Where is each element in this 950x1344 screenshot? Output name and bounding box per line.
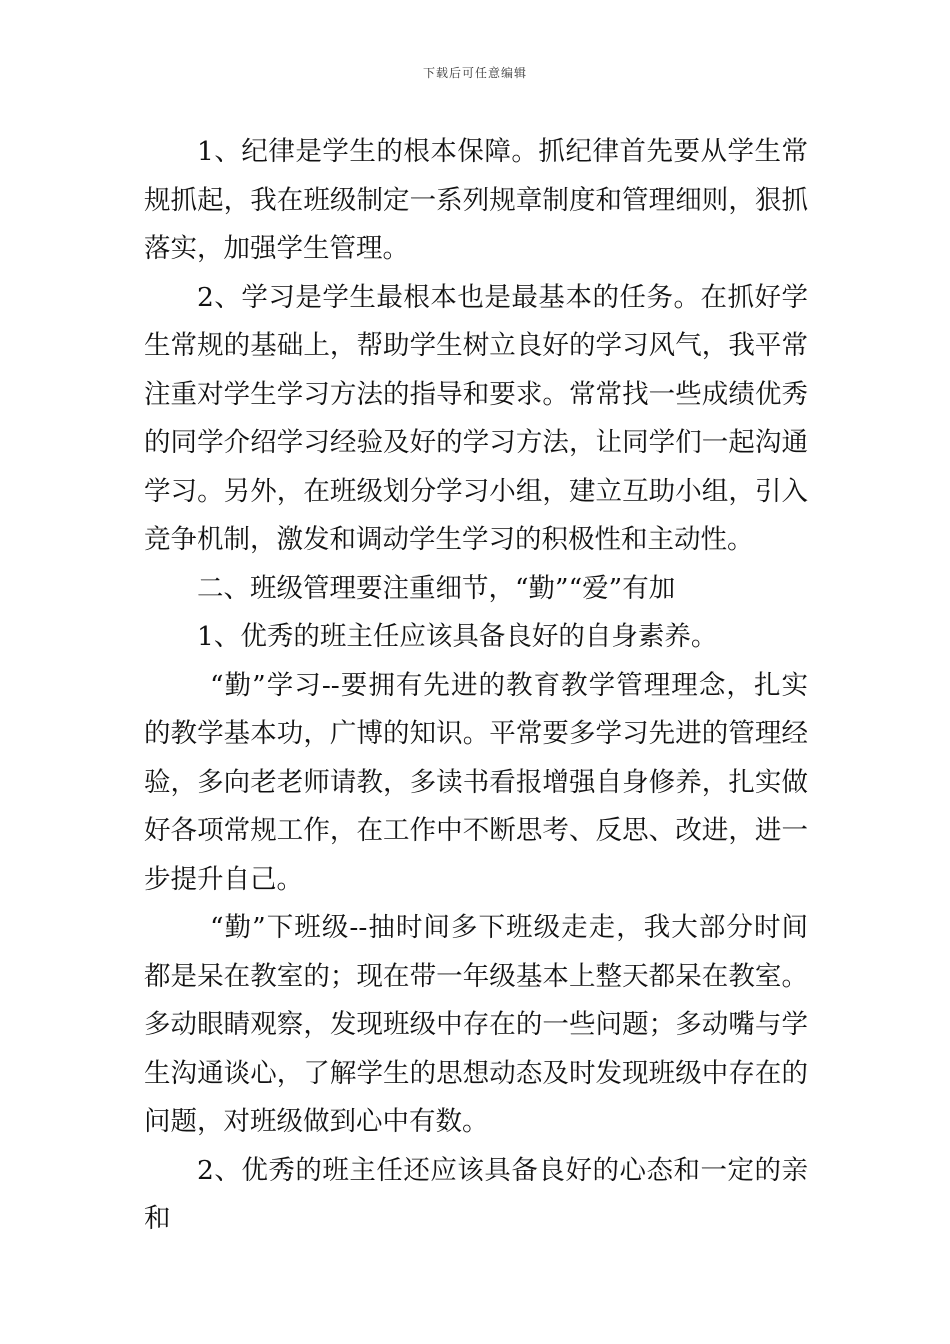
document-body (144, 128, 808, 1244)
section-heading-class-management: 二、班级管理要注重细节，“勤”“爱”有加 (197, 572, 676, 604)
paragraph-diligent-class-visits: “勤”下班级--抽时间多下班级走走，我大部分时间都是呆在教室的；现在带一年级基本上整天都呆在教室。多动眼睛观察，发现班级中存在的一些问题；多动嘴与学生沟通谈心，了解学生的思想动态及时发现班级中存在的问题，对班级做到心中有数。 (144, 912, 808, 1137)
paragraph-good-attitude: 2、优秀的班主任还应该具备良好的心态和一定的亲和 (144, 1154, 808, 1234)
paragraph-self-cultivation: 1、优秀的班主任应该具备良好的自身素养。 (197, 621, 718, 652)
paragraph-discipline: 1、纪律是学生的根本保障。抓纪律首先要从学生常规抓起，我在班级制定一系列规章制度和管理细则，狠抓落实，加强学生管理。 (144, 136, 808, 264)
paragraph-diligent-study: “勤”学习--要拥有先进的教育教学管理理念，扎实的教学基本功，广博的知识。平常要多学习先进的管理经验，多向老老师请教，多读书看报增强自身修养，扎实做好各项常规工作，在工作中不断思考、反思、改进，进一步提升自己。 (144, 669, 808, 895)
page-header-note: 下载后可任意编辑 (422, 66, 527, 80)
paragraph-study: 2、学习是学生最根本也是最基本的任务。在抓好学生常规的基础上，帮助学生树立良好的学习风气，我平常注重对学生学习方法的指导和要求。常常找一些成绩优秀的同学介绍学习经验及好的学习方法，让同学们一起沟通学习。另外，在班级划分学习小组，建立互助小组，引入竞争机制，激发和调动学生学习的积极性和主动性。 (144, 281, 808, 555)
